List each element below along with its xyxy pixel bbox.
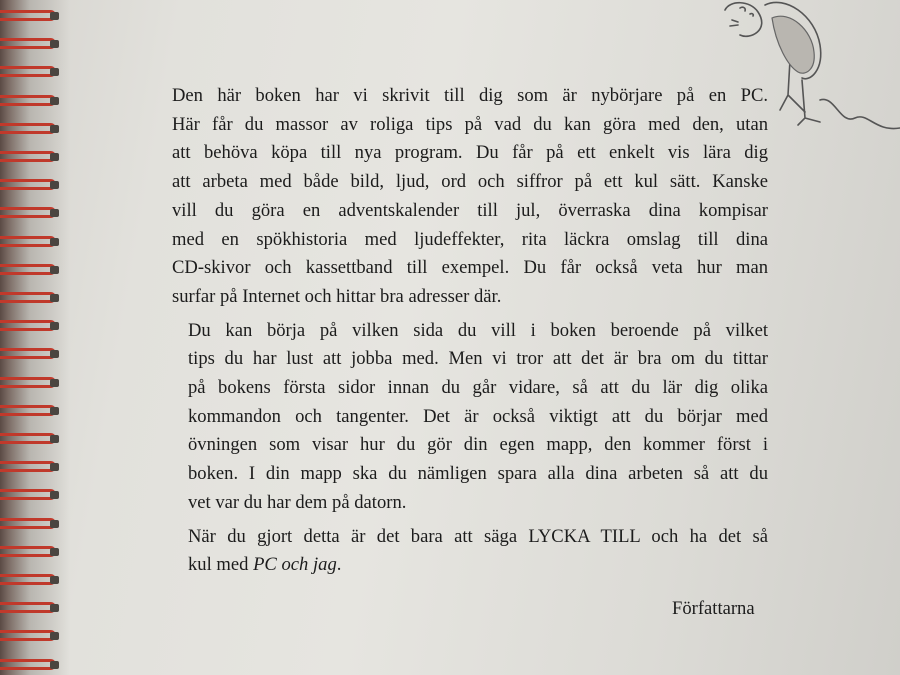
binding-ring <box>0 8 70 24</box>
text-line: boken. I din mapp ska du nämligen spara alla dina arbeten så att du <box>188 463 768 485</box>
binding-ring <box>0 375 70 391</box>
binding-ring <box>0 93 70 109</box>
binding-ring <box>0 487 70 503</box>
text-line: att behöva köpa till nya program. Du får på ett enkelt vis lära dig <box>172 142 768 164</box>
line-prefix: kul med <box>188 554 254 576</box>
line-suffix: . <box>336 554 342 576</box>
text-line: tips du har lust att jobba med. Men vi tror att det är bra om du tittar <box>188 348 768 370</box>
binding-ring <box>0 205 70 221</box>
binding-ring <box>0 234 70 250</box>
book-title: PC och jag <box>253 554 337 576</box>
binding-ring <box>0 149 70 165</box>
binding-ring <box>0 544 70 560</box>
binding-ring <box>0 657 70 673</box>
text-line <box>172 551 768 580</box>
text-line: vill du göra en adventskalender till jul, överraska dina kompisar <box>172 199 768 221</box>
text-line: CD-skivor och kassettband till exempel. Du får också veta hur man <box>172 257 768 279</box>
binding-ring <box>0 64 70 80</box>
paragraph-1 <box>172 82 768 312</box>
binding-ring <box>0 121 70 137</box>
text-line: vet var du har dem på datorn. <box>188 491 407 513</box>
body-text <box>172 82 768 585</box>
paragraph-2 <box>172 317 768 518</box>
binding-ring <box>0 36 70 52</box>
text-line: på bokens första sidor innan du går vidare, så att du lär dig olika <box>188 377 768 399</box>
binding-ring <box>0 600 70 616</box>
binding-ring <box>0 403 70 419</box>
paragraph-3 <box>172 523 768 580</box>
text-line: Här får du massor av roliga tips på vad du kan göra med den, utan <box>172 113 768 135</box>
binding-ring <box>0 290 70 306</box>
binding-ring <box>0 177 70 193</box>
signature: Författarna <box>672 598 755 619</box>
binding-ring <box>0 262 70 278</box>
binding-ring <box>0 459 70 475</box>
text-line: övningen som visar hur du gör din egen mapp, den kommer först i <box>188 434 768 456</box>
binding-ring <box>0 318 70 334</box>
binding-ring <box>0 431 70 447</box>
text-line: Du kan börja på vilken sida du vill i boken beroende på vilket <box>188 319 768 341</box>
text-line: När du gjort detta är det bara att säga LYCKA TILL och ha det så <box>188 525 768 547</box>
text-line: kommandon och tangenter. Det är också viktigt att du börjar med <box>188 405 768 427</box>
binding-ring <box>0 572 70 588</box>
text-line: med en spökhistoria med ljudeffekter, rita läckra omslag till dina <box>172 228 768 250</box>
spiral-binding <box>0 0 70 675</box>
binding-ring <box>0 628 70 644</box>
binding-ring <box>0 516 70 532</box>
text-line: surfar på Internet och hittar bra adresser där. <box>172 285 502 307</box>
text-line: att arbeta med både bild, ljud, ord och siffror på ett kul sätt. Kanske <box>172 171 768 193</box>
binding-ring <box>0 346 70 362</box>
text-line: Den här boken har vi skrivit till dig som är nybörjare på en PC. <box>172 85 768 106</box>
